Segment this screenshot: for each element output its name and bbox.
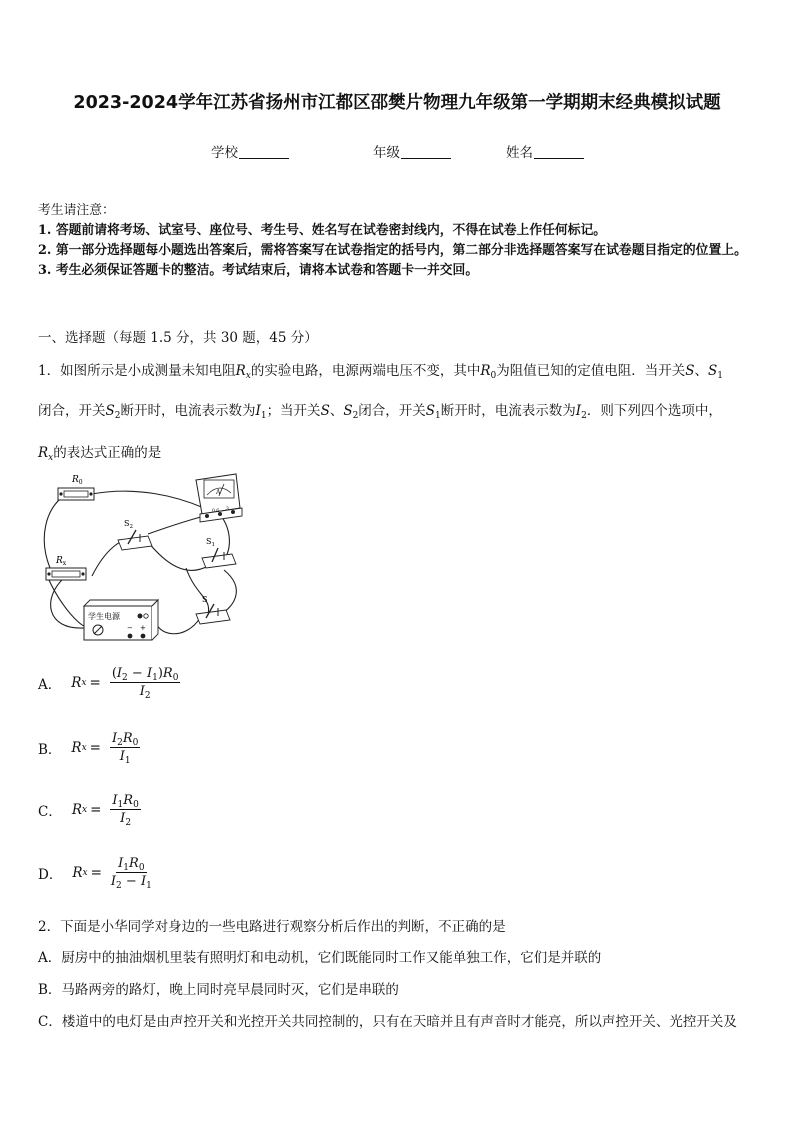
q2-option-a[interactable]: A．厨房中的抽油烟机里装有照明灯和电动机，它们既能同时工作又能单独工作，它们是并联的 <box>38 950 602 966</box>
q2-stem: 2．下面是小华同学对身边的一些电路进行观察分析后作出的判断，不正确的是 <box>38 919 506 935</box>
formula-d: $\frac{I_1R_0}{I_2 - I_1}$ <box>110 856 152 891</box>
section-heading: 一、选择题（每题 1.5 分，共 30 题，45 分） <box>38 330 318 346</box>
notice-item-2: 2. 第一部分选择题每小题选出答案后，需将答案写在试卷指定的括号内，第二部分非选择题答案写在试卷题目指定的位置上。 <box>38 243 747 258</box>
name-field[interactable] <box>506 141 584 161</box>
name-label: 姓名 <box>506 145 533 161</box>
q1-stem-line-3: $R_x$的表达式正确的是 <box>38 445 162 463</box>
exam-title: 2023-2024学年江苏省扬州市江都区邵樊片物理九年级第一学期期末经典模拟试题 <box>73 93 721 113</box>
formula-c: $\frac{I_1R_0}{I_2}$ <box>112 793 139 828</box>
q2-option-c[interactable]: C．楼道中的电灯是由声控开关和光控开关共同控制的，只有在天暗并且有声音时才能亮，所以声控开关、光控开关及 <box>38 1014 737 1030</box>
notice-heading: 考生请注意： <box>38 203 115 218</box>
s1-label: $S_1$ <box>206 537 215 548</box>
svg-text:0.6: 0.6 <box>212 509 220 514</box>
switch-s1 <box>202 537 236 568</box>
svg-text:A: A <box>216 489 221 496</box>
rx-label: $R_x$ <box>56 556 67 567</box>
circuit-diagram <box>36 468 256 656</box>
s-label: S <box>202 595 208 604</box>
q1-stem-line-1: 1．如图所示是小成测量未知电阻$R_x$的实验电路，电源两端电压不变，其中$R_0$为阻值已知的定值电阻．当开关S、$S_1$ <box>38 363 723 381</box>
r0-label: $R_0$ <box>72 475 83 486</box>
ammeter <box>196 474 242 522</box>
switch-s2 <box>118 519 152 550</box>
formula-b: $\frac{I_2R_0}{I_1}$ <box>111 731 139 766</box>
q1-option-c[interactable]: C． R x = $\frac{I_1R_0}{I_2}$ <box>38 793 139 828</box>
school-field[interactable] <box>211 141 289 161</box>
school-label: 学校 <box>211 145 238 161</box>
notice-item-1: 1. 答题前请将考场、试室号、座位号、考生号、姓名写在试卷密封线内，不得在试卷上作任何标记。 <box>38 223 607 238</box>
s2-label: $S_2$ <box>124 519 133 530</box>
formula-a: $\frac{(I_2 - I_1)R_0}{I_2}$ <box>111 666 179 701</box>
school-blank[interactable] <box>239 145 289 159</box>
svg-text:+: + <box>140 624 146 632</box>
grade-blank[interactable] <box>401 145 451 159</box>
resistor-r0 <box>58 475 94 500</box>
grade-label: 年级 <box>373 145 400 161</box>
q1-stem-line-2: 闭合，开关$S_2$断开时，电流表示数为$I_1$；当开关S、$S_2$闭合，开关$S_1$断开时，电流表示数为$I_2$．则下列四个选项中， <box>38 403 722 421</box>
resistor-rx <box>46 556 86 580</box>
name-blank[interactable] <box>534 145 584 159</box>
notice-block <box>38 201 760 281</box>
power-supply <box>84 600 158 640</box>
notice-item-3: 3. 考生必须保证答题卡的整洁。考试结束后，请将本试卷和答题卡一并交回。 <box>38 263 479 278</box>
svg-text:3: 3 <box>226 507 229 512</box>
svg-text:学生电源: 学生电源 <box>88 612 120 621</box>
grade-field[interactable] <box>373 141 451 161</box>
q1-option-b[interactable]: B． R x = $\frac{I_2R_0}{I_1}$ <box>38 731 139 766</box>
q1-option-a[interactable]: A． R x = $\frac{(I_2 - I_1)R_0}{I_2}$ <box>38 666 179 701</box>
svg-text:−: − <box>127 624 133 632</box>
q2-option-b[interactable]: B．马路两旁的路灯，晚上同时亮早晨同时灭，它们是串联的 <box>38 982 399 998</box>
switch-s <box>196 595 230 624</box>
q1-option-d[interactable]: D． R x = $\frac{I_1R_0}{I_2 - I_1}$ <box>38 856 152 891</box>
